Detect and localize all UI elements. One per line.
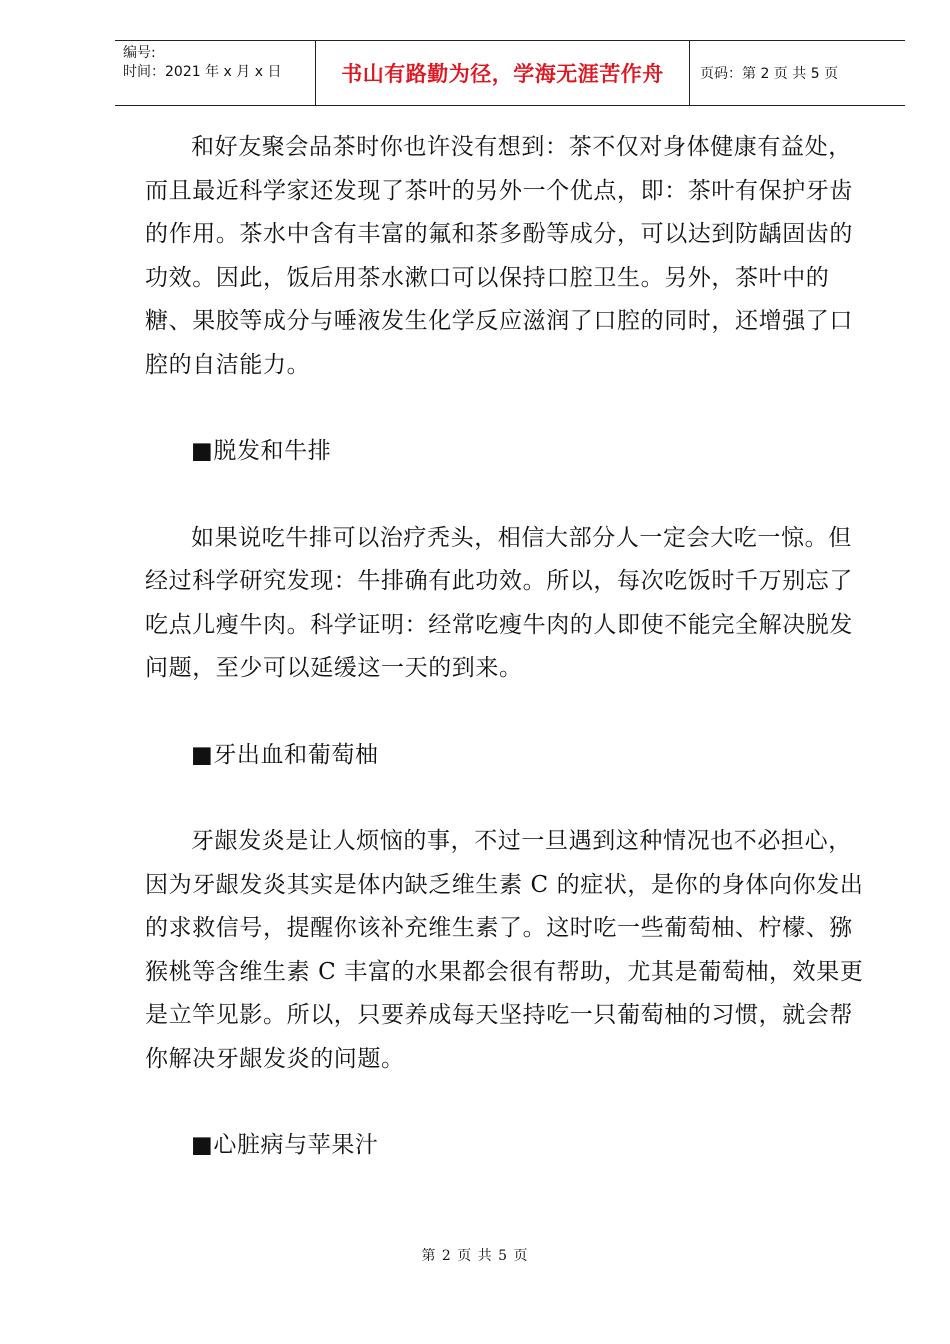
serial-number-label: 编号: <box>123 45 156 61</box>
header-meta <box>115 41 316 105</box>
section-heading-hair-loss: ■脱发和牛排 <box>191 438 332 464</box>
paragraph-steak: 如果说吃牛排可以治疗秃头，相信大部分人一定会大吃一惊。但经过科学研究发现：牛排确有此功效。所以，每次吃饭时千万别忘了吃点儿瘦牛肉。科学证明：经常吃瘦牛肉的人即使不能完全解决脱发问题，至少可以延缓这一天的到来。 <box>145 524 853 681</box>
section-heading-heart-disease: ■心脏病与苹果汁 <box>191 1132 379 1158</box>
header-motto: 书山有路勤为径，学海无涯苦作舟 <box>316 41 690 105</box>
paragraph-tea: 和好友聚会品茶时你也许没有想到：茶不仅对身体健康有益处，而且最近科学家还发现了茶叶的另外一个优点，即：茶叶有保护牙齿的作用。茶水中含有丰富的氟和茶多酚等成分，可以达到防龋固齿的功效。因此，饭后用茶水漱口可以保持口腔卫生。另外，茶叶中的糖、果胶等成分与唾液发生化学反应滋润了口腔的同时，还增强了口腔的自洁能力。 <box>145 134 853 378</box>
section-heading-gum-bleeding: ■牙出血和葡萄柚 <box>191 741 379 768</box>
spacer <box>145 474 865 517</box>
paragraph-grapefruit: 牙龈发炎是让人烦恼的事，不过一旦遇到这种情况也不必担心，因为牙龈发炎其实是体内缺乏维生素 C 的症状，是你的身体向你发出的求救信号，提醒你该补充维生素了。这时吃一些葡萄柚、柠檬、猕猴桃等含维生素 C 丰富的水果都会很有帮助，尤其是葡萄柚，效果更是立竿见影。所以，只要养成每天坚持吃一只葡萄柚的习惯，就会帮你解决牙龈发炎的问题。 <box>145 828 864 1072</box>
spacer <box>145 777 865 820</box>
spacer <box>145 387 865 430</box>
page-footer: 第 2 页 共 5 页 <box>421 1248 529 1264</box>
spacer <box>145 691 865 734</box>
header-page-info: 页码：第 2 页 共 5 页 <box>700 66 839 82</box>
page-header <box>115 40 905 106</box>
spacer <box>145 1081 865 1124</box>
document-body <box>145 126 865 1168</box>
date-label: 时间：2021 年 x 月 x 日 <box>123 64 282 80</box>
